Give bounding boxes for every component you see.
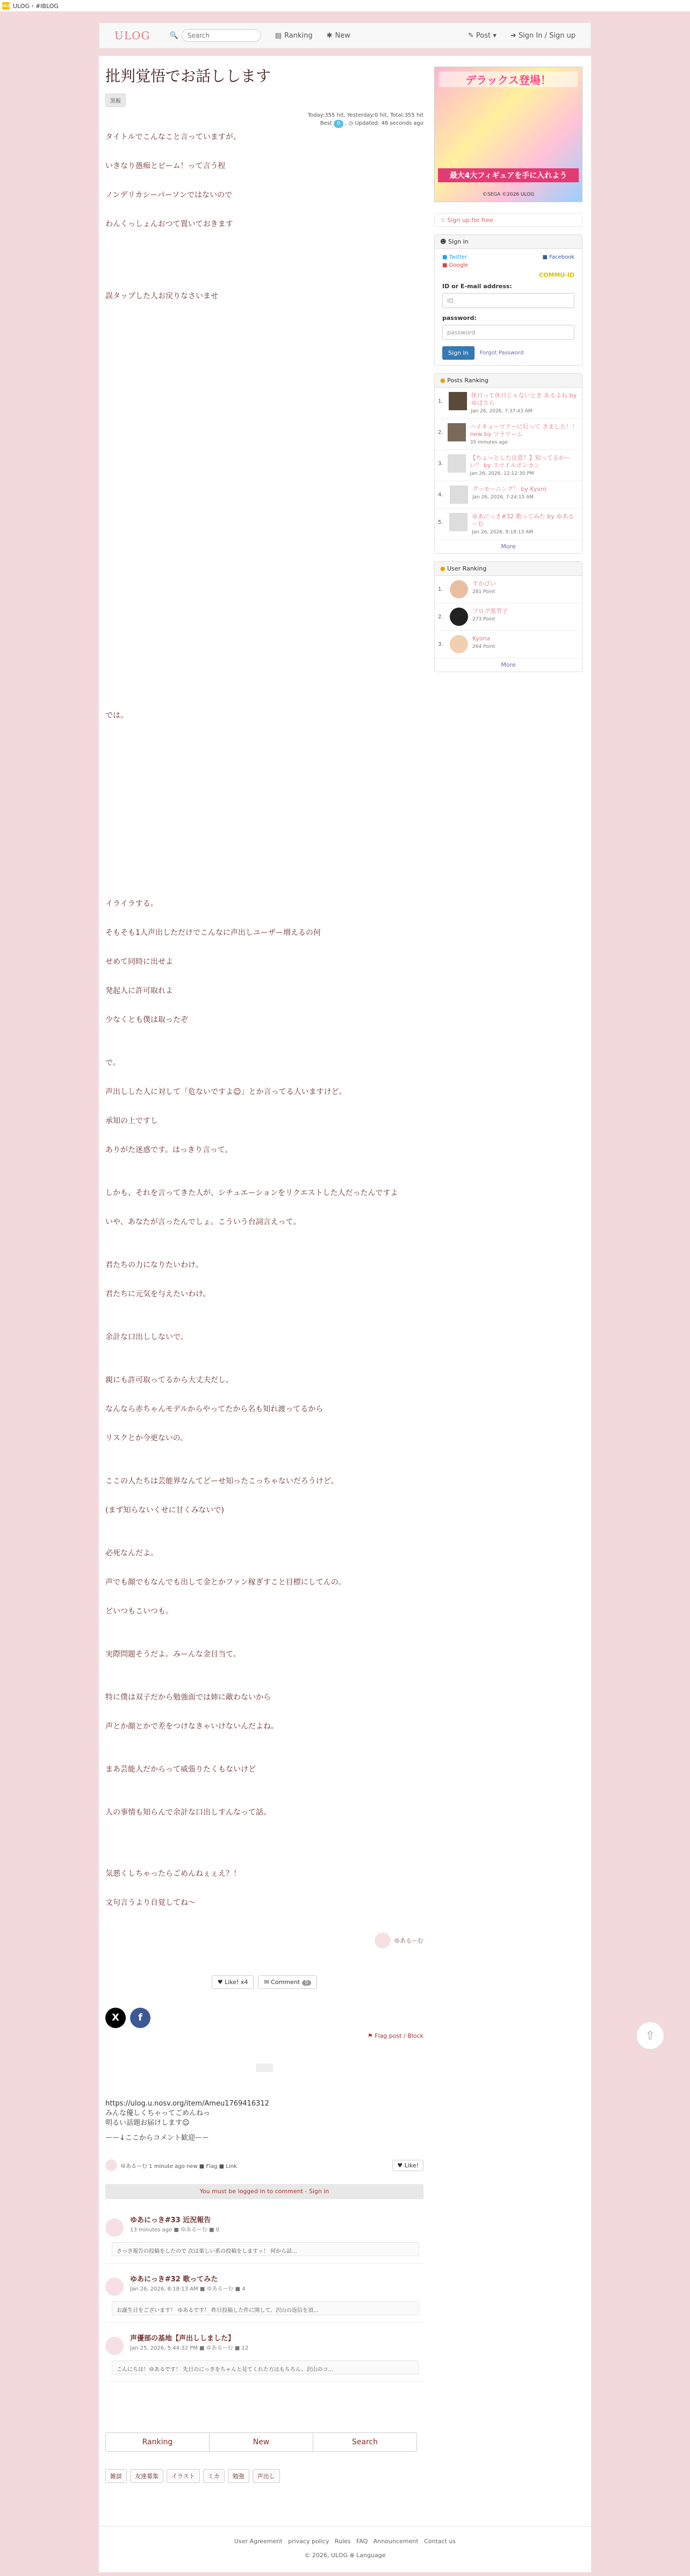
ranking-title: 休日って休日じゃないとき あるよね by ゆぱりら	[471, 392, 577, 406]
article-tag[interactable]: 黒板	[105, 94, 126, 107]
twitter-login[interactable]	[442, 254, 467, 260]
avatar	[375, 1932, 391, 1949]
signup-label: Sign up for free	[447, 217, 493, 224]
footer	[99, 2535, 591, 2563]
avatar	[105, 2159, 117, 2171]
banner-title: デラックス登場！	[439, 72, 578, 87]
nav-ranking[interactable]	[275, 32, 313, 40]
nav-new-label: New	[335, 31, 350, 40]
comment-button[interactable]	[258, 1975, 317, 1989]
signin-icon: ➜	[510, 31, 516, 40]
top-navbar	[99, 23, 591, 48]
flag-label: Flag post / Block	[375, 2032, 423, 2039]
brand-logo[interactable]: ULOG	[114, 29, 150, 42]
sparkle-icon: ✱	[326, 31, 333, 40]
site-favicon-icon: ULOG	[2, 2, 10, 10]
updated-time: Updated: 48 seconds ago	[355, 120, 423, 126]
flag-post-link[interactable]	[368, 2032, 423, 2039]
search-icon: 🔍	[169, 31, 178, 40]
promo-banner[interactable]	[434, 67, 583, 202]
quote-line[interactable]: https://ulog.u.nosv.org/item/Ameu1769416312	[105, 2100, 269, 2108]
clock-icon: ◷	[348, 120, 354, 126]
user-ranking-panel	[434, 561, 583, 672]
category-tag[interactable]: 声出し	[253, 2469, 280, 2483]
user-ranking-item[interactable]	[435, 631, 582, 658]
paragraph: 声とか顔とかで差をつけなきゃいけないんだよね。	[105, 1722, 278, 1731]
thumbs-up-icon: ♥	[397, 2161, 403, 2169]
comment-count-badge: 0	[302, 1980, 312, 1986]
user-points: 264 Point	[472, 644, 495, 650]
quote-line: 明るい話題お届けします☺	[105, 2119, 190, 2127]
facebook-share-icon[interactable]: f	[130, 2008, 150, 2028]
related-post-title[interactable]: 声優部の基地【声出ししました】	[130, 2335, 235, 2343]
category-tag[interactable]: 勉強	[228, 2469, 249, 2483]
search-box	[170, 29, 261, 42]
user-ranking-label: User Ranking	[447, 565, 487, 572]
paragraph: 気悪くしちゃったらごめんねぇぇえ？！	[105, 1869, 241, 1878]
related-post[interactable]	[105, 2273, 423, 2323]
ranking-meta: Jan 26, 2026, 7:37:43 AM	[471, 409, 533, 414]
related-post-meta: 13 minutes ago ■ ゆあるーむ ■ 0	[130, 2227, 220, 2233]
paragraph: 少なくとも僕は取ったぞ	[105, 1016, 188, 1024]
post-thumbnail	[448, 423, 466, 441]
browser-tab-strip	[0, 0, 690, 12]
nav-post-dropdown[interactable]	[468, 32, 497, 40]
twitter-icon: ■	[442, 254, 448, 260]
paragraph: イライラする。	[105, 900, 158, 908]
category-tag[interactable]: 雑談	[105, 2469, 127, 2483]
trophy-icon: ▤	[275, 31, 282, 40]
paragraph: 特に僕は双子だから勉強面では姉に敵わないから	[105, 1693, 271, 1702]
avatar	[450, 580, 468, 598]
meta-like-label: Like!	[404, 2161, 419, 2169]
signin-panel	[434, 234, 583, 366]
footer-link[interactable]: Announcement	[373, 2538, 419, 2545]
paragraph: 発起人に許可取れよ	[105, 987, 173, 995]
thumbs-up-icon: ♥	[217, 1979, 223, 1986]
trophy-icon: ●	[440, 565, 445, 572]
hit-counts: Today:355 hit, Yesterday:0 hit, Total:355 hit	[307, 112, 423, 118]
paragraph: 君たちの力になりたいわけ。	[105, 1261, 203, 1269]
rank-number: 3.	[438, 641, 443, 647]
paragraph: 余計な口出ししないで。	[105, 1333, 188, 1341]
rank-number: 2.	[438, 430, 443, 436]
window-title: ULOG・#IBLOG	[13, 2, 59, 10]
sidebar	[434, 67, 583, 672]
user-points: 281 Point	[472, 589, 495, 595]
category-tag[interactable]: イラスト	[167, 2469, 200, 2483]
ad-placeholder	[256, 2064, 273, 2072]
arrow-up-icon: ⇧	[645, 2029, 656, 2043]
ranking-title: ハイキューツアーに行って きました！！ new by ソラリーム	[470, 423, 578, 438]
related-post-excerpt: さっき報告の投稿をしたので 次は楽しい系の投稿をしますッ！ 何から話...	[112, 2242, 419, 2256]
facebook-label: Facebook	[549, 254, 574, 260]
user-ranking-item[interactable]	[435, 576, 582, 603]
id-label: ID or E-mail address:	[442, 283, 512, 290]
paragraph: では。	[105, 711, 128, 720]
paragraph: そもそも1人声出しただけでこんなに声出しユーザー増えるの何	[105, 929, 321, 937]
paragraph: 君たちに元気を与えたいわけ。	[105, 1290, 211, 1298]
pencil-icon: ✎	[468, 31, 474, 40]
signin-header-label: Sign in	[448, 238, 469, 245]
password-field[interactable]: password	[442, 325, 574, 340]
paragraph: 文句言うより自覚してね～	[105, 1899, 196, 1907]
paragraph: まあ芸能人だからって威張りたくもないけど	[105, 1765, 256, 1774]
paragraph: 声出しした人に対して「危ないですよ☺」とか言ってる人いますけど。	[105, 1088, 347, 1096]
paragraph: リスクとか今更ないの。	[105, 1434, 188, 1443]
related-post-title[interactable]: ゆあにっき#32 歌ってみた	[130, 2275, 218, 2284]
avatar	[450, 608, 468, 626]
like-button[interactable]	[212, 1975, 254, 1989]
article-meta-row	[105, 2159, 423, 2171]
rank-number: 5.	[438, 519, 443, 525]
paragraph: どいつもこいつも。	[105, 1607, 173, 1616]
ranking-meta: Jan 26, 2026, 12:12:30 PM	[470, 471, 534, 476]
forgot-password-link[interactable]: Forgot Password	[479, 350, 524, 356]
paragraph: いきなり愚痴とピーム！って言う程	[105, 162, 226, 170]
nav-signin[interactable]	[511, 32, 576, 40]
comment-icon: ✉	[264, 1979, 269, 1986]
footer-link[interactable]: FAQ	[356, 2538, 368, 2545]
user-icon: ☻	[440, 238, 447, 245]
ranking-item[interactable]	[435, 481, 582, 509]
paragraph: 親にも許可取ってるから大丈夫だし。	[105, 1376, 233, 1385]
meta-like-button[interactable]	[392, 2160, 423, 2171]
paragraph: 承知の上ですし	[105, 1117, 158, 1125]
paragraph: 声でも顔でもなんでも出して金とかファン稼ぎすこと目標にしてんの。	[105, 1578, 346, 1587]
related-post-excerpt: こんにちは！ゆあるです！ 先日のにっきをちゃんと見てくれた方はもちろん、沢山のコ...	[112, 2360, 419, 2374]
page-title: 批判覚悟でお話しします	[105, 67, 271, 85]
posts-ranking-panel	[434, 373, 583, 554]
bottom-tabs	[105, 2432, 417, 2452]
best-label: Best	[320, 120, 332, 126]
facebook-icon: ■	[542, 254, 548, 260]
post-thumbnail	[449, 392, 467, 410]
paragraph: 必死なんだよ。	[105, 1549, 158, 1558]
google-label: Google	[449, 262, 468, 268]
paragraph: しかも、それを言ってきた人が、シチュエーションをリクエストした人だったんですよ	[105, 1189, 398, 1197]
footer-divider	[99, 2526, 591, 2527]
banner-note: ©SEGA ©2026 ULOG	[482, 192, 535, 197]
user-name: Kyona	[472, 635, 491, 642]
user-points: 273 Point	[472, 617, 495, 622]
article-quote	[105, 2099, 269, 2143]
user-ranking-header	[435, 562, 582, 576]
related-post-title[interactable]: ゆあにっき#33 近況報告	[130, 2216, 211, 2224]
footer-link[interactable]: Contact us	[424, 2538, 456, 2545]
footer-link[interactable]: User Agreement	[234, 2538, 283, 2545]
post-thumbnail	[449, 513, 468, 531]
paragraph: なんなら赤ちゃんモデルからやってたから名も知れ渡ってるから	[105, 1405, 324, 1414]
paragraph: タイトルでこんなこと言っていますが、	[105, 133, 241, 141]
avatar	[450, 635, 468, 653]
posts-ranking-header	[435, 374, 582, 388]
related-post[interactable]	[105, 2332, 423, 2382]
nav-signin-label: Sign In / Sign up	[518, 31, 576, 40]
rank-number: 1.	[438, 398, 443, 404]
commu-login[interactable]: COMMU-ID	[538, 272, 574, 279]
related-post-meta: Jan 26, 2026, 8:18:13 AM ■ ゆあるーむ ■ 4	[130, 2286, 246, 2292]
tab-ranking[interactable]: Ranking	[106, 2433, 210, 2451]
quote-line: みんな優しくちゃってごめんねっ	[105, 2109, 211, 2117]
ranking-item[interactable]	[435, 388, 582, 419]
paragraph: ノンデリカシーパーソンではないので	[105, 191, 233, 199]
nav-new[interactable]	[327, 32, 350, 40]
ranking-item[interactable]	[435, 509, 582, 540]
tab-new[interactable]: New	[210, 2433, 313, 2451]
post-thumbnail	[448, 454, 466, 473]
trophy-icon: ●	[440, 377, 445, 384]
rank-number: 3.	[438, 461, 443, 467]
article-author[interactable]	[375, 1932, 423, 1949]
footer-link[interactable]: privacy policy	[288, 2538, 329, 2545]
user-plus-icon: ☆	[440, 217, 445, 224]
share-buttons	[105, 2008, 150, 2028]
paragraph: で。	[105, 1059, 120, 1067]
author-name: ゆあるーむ	[394, 1937, 423, 1944]
paragraph: ありがた迷惑です。はっきり言って。	[105, 1146, 233, 1154]
search-input[interactable]	[182, 29, 261, 42]
paragraph: わんくっしょんおつて置いておきます	[105, 220, 233, 229]
ranking-title: グッモーニング！ by Kyoro	[472, 486, 547, 493]
paragraph: 実際問題そうだよ。みーんな金目当て。	[105, 1650, 241, 1659]
user-name: すかぴい	[472, 580, 496, 587]
main-column	[105, 56, 423, 2518]
facebook-login[interactable]	[542, 254, 574, 260]
like-label: Like! x4	[225, 1979, 248, 1986]
login-to-comment-notice[interactable]: You must be logged in to comment - Sign in	[105, 2184, 423, 2199]
category-tag[interactable]: 友達募集	[130, 2469, 163, 2483]
banner-subtitle: 最大4大フィギュアを手に入れよう	[438, 168, 579, 182]
paragraph: せめて同時に出せよ	[105, 958, 173, 966]
related-post-meta: Jan 25, 2026, 5:44:32 PM ■ ゆあるーむ ■ 12	[130, 2345, 249, 2351]
rank-number: 4.	[438, 492, 443, 498]
footer-link[interactable]: Rules	[334, 2538, 351, 2545]
related-post-excerpt: お誕生日をございます！ ゆあるです！ 昨日投稿した件に関して、沢山の返信を頂...	[112, 2301, 419, 2315]
nav-post-label: Post ▾	[476, 31, 497, 40]
x-share-icon[interactable]: X	[105, 2008, 126, 2028]
ranking-title: 【ちょっとした注意？】知ってるかーい？ by スマイルポンカン	[470, 454, 571, 469]
avatar	[105, 2337, 124, 2355]
ranking-item[interactable]	[435, 419, 582, 450]
comment-label: Comment	[271, 1979, 300, 1986]
flag-icon: ⚑	[367, 2032, 373, 2039]
article-stats: Today:355 hit, Yesterday:0 hit, Total:355 hit Best 0 , ◷ Updated: 48 seconds ago	[105, 111, 423, 128]
paragraph: いや、あなたが言ったんでしょ。こういう台詞言えって。	[105, 1218, 301, 1226]
user-name: ブログ黒男子	[472, 608, 508, 615]
ranking-meta: Jan 26, 2026, 8:18:13 AM	[472, 530, 534, 535]
copyright: © 2026, ULOG ⊕ Language	[304, 2552, 386, 2559]
scroll-to-top-button[interactable]	[636, 2022, 664, 2050]
signin-button[interactable]: Sign In	[442, 346, 475, 360]
reaction-bar	[105, 1975, 423, 1989]
ranking-meta: 35 minutes ago	[470, 440, 508, 445]
rank-number: 2.	[438, 614, 443, 620]
rank-number: 1.	[438, 587, 443, 593]
ranking-title: ゆあにっき#32 歌ってみた by ゆあるーむ	[472, 513, 574, 527]
paragraph: 人の事情も知らんで余計な口出しすんなって話。	[105, 1808, 271, 1817]
best-badge: 0	[334, 120, 343, 128]
signin-header	[435, 235, 582, 249]
page-container	[99, 56, 591, 2572]
ranking-item[interactable]	[435, 450, 582, 481]
id-field[interactable]: ID	[442, 293, 574, 308]
user-ranking-item[interactable]	[435, 603, 582, 631]
meta-text: ゆあるーむ 1 minute ago new ■ Flag ■ Link	[120, 2163, 237, 2170]
related-post[interactable]	[105, 2214, 423, 2264]
category-tags	[105, 2469, 280, 2483]
paragraph: 誤タップした人お戻りなさいませ	[105, 292, 218, 301]
category-tag[interactable]: ミカ	[203, 2469, 225, 2483]
post-thumbnail	[450, 486, 468, 504]
twitter-label: Twitter	[449, 254, 468, 260]
tab-search[interactable]: Search	[351, 2438, 378, 2446]
password-label: password:	[442, 315, 477, 322]
posts-ranking-label: Posts Ranking	[447, 377, 488, 384]
posts-ranking-more[interactable]: More	[501, 543, 516, 550]
avatar	[105, 2218, 124, 2237]
nav-ranking-label: Ranking	[284, 31, 313, 40]
ranking-meta: Jan 26, 2026, 7:24:15 AM	[472, 495, 534, 500]
google-icon: ■	[442, 262, 448, 268]
signup-link[interactable]	[434, 213, 583, 227]
paragraph: ここの人たちは芸能界なんてどーせ知ったこっちゃないだろうけど。	[105, 1477, 339, 1486]
avatar	[105, 2278, 124, 2296]
user-ranking-more[interactable]: More	[501, 661, 516, 668]
quote-line: ーー↓ここからコメント歓迎ーー	[105, 2134, 209, 2142]
paragraph: (まず知らないくせに甘くみないで)	[105, 1506, 224, 1515]
google-login[interactable]	[442, 262, 574, 268]
